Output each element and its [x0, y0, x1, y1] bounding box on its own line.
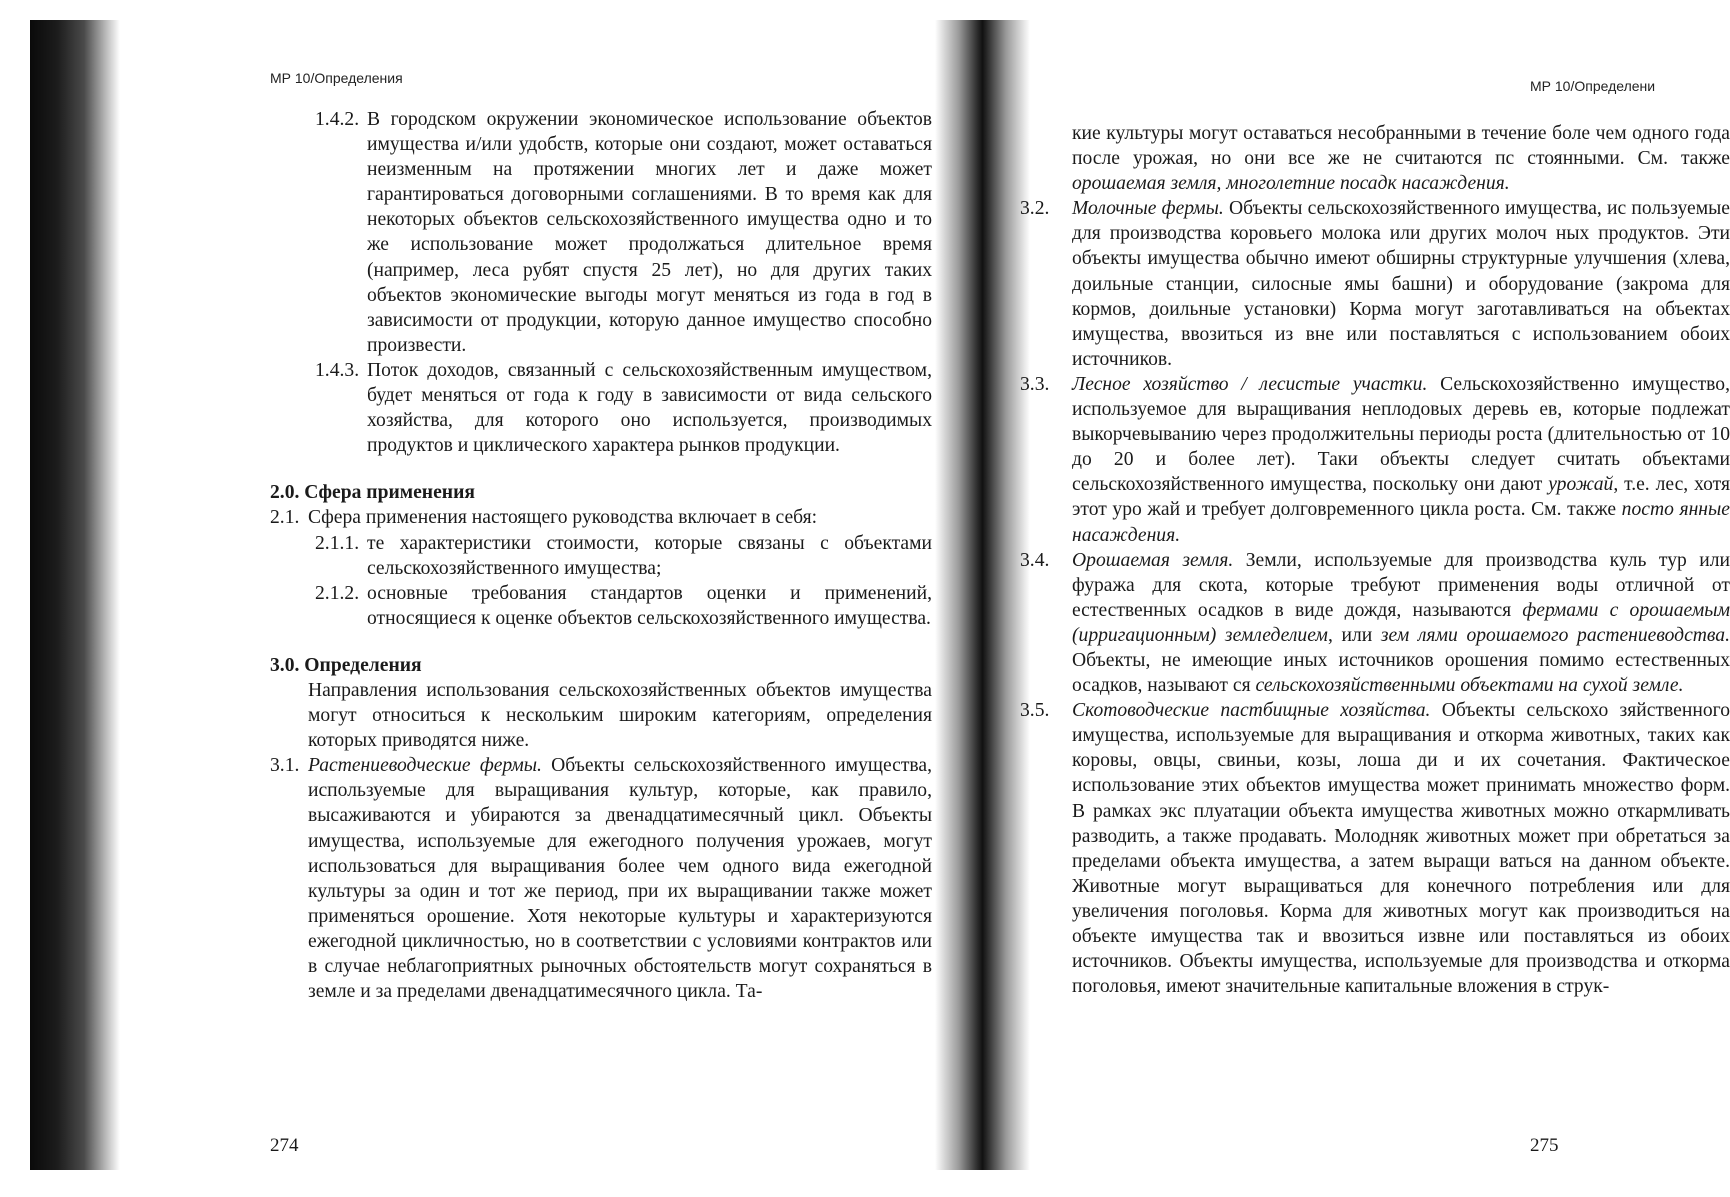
item-italic: урожай — [1548, 474, 1614, 496]
running-head-left: МР 10/Определения — [270, 70, 403, 86]
scan-gutter-shadow — [935, 20, 1030, 1170]
item-text: Земли, используемые для производства куль тур или фуража для скота, которые требуют применения воды отличной от естественных осадков в виде дождя, называются — [1072, 549, 1730, 621]
item-1-4-3 — [270, 358, 932, 458]
item-number: 2.1.1. — [315, 532, 360, 554]
item-term: Скотоводческие пастбищные хозяйства. — [1072, 700, 1431, 722]
item-text: основные требования стандартов оценки и применений, относящиеся к оценке объектов сельскохозяйственного имущества. — [367, 582, 932, 629]
item-text-after-2: Объекты, не имеющие иных источников орошения помимо естественных осадков, называют ся — [1072, 649, 1730, 697]
item-term: Орошаемая земля. — [1072, 549, 1234, 571]
section-3-intro: Направления использования сельскохозяйственных объектов имущества могут относиться к нескольким широким категориям, определения которых приводятся ниже. — [308, 679, 932, 752]
item-number: 2.1. — [270, 507, 300, 529]
continuation-paragraph — [1040, 121, 1730, 196]
item-number: 3.1. — [270, 755, 300, 777]
item-text: В городском окружении экономическое использование объектов имущества и/или удобств, которые они создают, может оставаться неизменным на протяжении многих лет и даже может гарантироваться договорными соглашениями. В то время как для некоторых объектов сельскохозяйственного имущества одно и то же использование может продолжаться длительное время (например, леса рубят спустя 25 лет), но для других таких объектов экономические выгоды могут меняться из года в год в зависимости от продукции, которую данное имущество способно произвести. — [367, 109, 932, 356]
item-3-2 — [1020, 196, 1730, 372]
item-3-4 — [1020, 548, 1730, 699]
item-text-after: , или — [1327, 624, 1381, 646]
item-text: те характеристики стоимости, которые связаны с объектами сельскохозяйственного имущества; — [367, 532, 932, 579]
left-page-content — [270, 107, 932, 1004]
item-1-4-2 — [270, 107, 932, 358]
item-italic-3: сельскохозяйственными объектами на сухой земле. — [1255, 675, 1684, 697]
item-3-1 — [270, 753, 932, 1004]
item-text: Объекты сельскохозяйственного имущества, ис пользуемые для производства коровьего молока или других молоч ных продуктов. Эти объекты имущества обычно имеют обширны структурные улучшения (хлева, доильные станции, силосные ямы башни) и оборудование (закрома для кормов, доильные установки) Корма могут заготавливаться на объектах имущества, ввозиться из вне или поставляться с использованием обоих источников. — [1072, 198, 1730, 370]
item-text: Сфера применения настоящего руководства включает в себя: — [308, 507, 818, 529]
item-number: 3.3. — [1020, 373, 1050, 395]
scan-shadow-left — [30, 20, 120, 1170]
right-page — [1020, 0, 1730, 1197]
item-term: Растениеводческие фермы. — [308, 755, 542, 777]
left-page — [270, 0, 932, 1197]
continuation-text: кие культуры могут оставаться несобранными в течение боле чем одного года после урожая, но они все же не считаются пс стоянными. См. также — [1072, 123, 1730, 170]
section-heading-2: 2.0. Сфера применения — [270, 482, 475, 504]
item-text: Сельскохозяйственно имущество, используемое для выращивания неплодовых деревь ев, которые подлежат выкорчевыванию через продолжительны периоды роста (длительностью от 10 до 20 и более лет). Таки объекты следует считать объектами сельскохозяйственного имущества, поскольку они дают — [1072, 373, 1730, 496]
item-italic: фермами с орошаемым (ирригационным) земледелием — [1072, 599, 1730, 646]
item-text: Объекты сельскохо зяйственного имущества, используемые для выращивания и откорма животных, таких как коровы, овцы, свиньи, козы, лоша ди и их сочетания. Фактическое использование этих объектов имущества может принимать множество форм. В рамках экс плуатации объекта имущества животных можно откармливать разводить, а также продавать. Молодняк животных может при обретаться за пределами объекта имущества, а затем выращи ваться на данном объекте. Животные могут выращиваться для конечного потребления или для увеличения поголовья. Корма для животных могут как производиться на объекте имущества так и ввозиться извне или поставляться из обоих источников. Объекты имущества, используемые для производства и откорма поголовья, имеют значительные капитальные вложения в струк- — [1072, 700, 1730, 998]
item-italic-2: посто янные насаждения. — [1072, 499, 1730, 546]
item-term: Молочные фермы. — [1072, 198, 1224, 220]
item-text: Поток доходов, связанный с сельскохозяйственным имуществом, будет меняться от года к году в зависимости от вида сельского хозяйства, для которого оно используется, производимых продуктов и циклического характера рынков продукции. — [367, 359, 932, 457]
section-heading-3: 3.0. Определения — [270, 654, 422, 676]
item-2-1-2 — [270, 581, 932, 631]
running-head-right: МР 10/Определени — [1530, 78, 1656, 94]
right-page-content — [1020, 121, 1730, 999]
item-term: Лесное хозяйство / лесистые участки. — [1072, 373, 1428, 395]
item-number: 2.1.2. — [315, 582, 360, 604]
item-2-1 — [270, 505, 932, 530]
page-number-right: 275 — [1530, 1135, 1559, 1156]
continuation-italic: орошаемая земля, многолетние посадк насаждения. — [1072, 173, 1510, 195]
item-text-after: , т.е. лес, хотя этот уро жай и требует долговременного цикла роста. См. также — [1072, 474, 1730, 521]
item-number: 3.4. — [1020, 549, 1050, 571]
item-2-1-1 — [270, 531, 932, 581]
item-3-3 — [1020, 372, 1730, 548]
item-text: Объекты сельскохозяйственного имущества, используемые для выращивания культур, которые, как правило, высаживаются и убираются за двенадцатимесячный цикл. Объекты имущества, используемые для ежегодного получения урожаев, могут использоваться для выращивания более чем одного вида ежегодной культуры за один и тот же период, при их выращивании также может применяться орошение. Хотя некоторые культуры и характеризуются ежегодной цикличностью, но в соответствии с условиями контрактов или в случае неблагоприятных рыночных обстоятельств могут сохраняться в земле и за пределами двенадцатимесячного цикла. Та- — [308, 755, 932, 1003]
item-number: 1.4.3. — [315, 359, 360, 381]
item-number: 1.4.2. — [315, 109, 360, 130]
item-italic-2: зем лями орошаемого растениеводства. — [1380, 624, 1730, 646]
item-number: 3.5. — [1020, 700, 1050, 722]
item-number: 3.2. — [1020, 198, 1050, 220]
item-3-5 — [1020, 698, 1730, 999]
page-number-left: 274 — [270, 1135, 299, 1156]
